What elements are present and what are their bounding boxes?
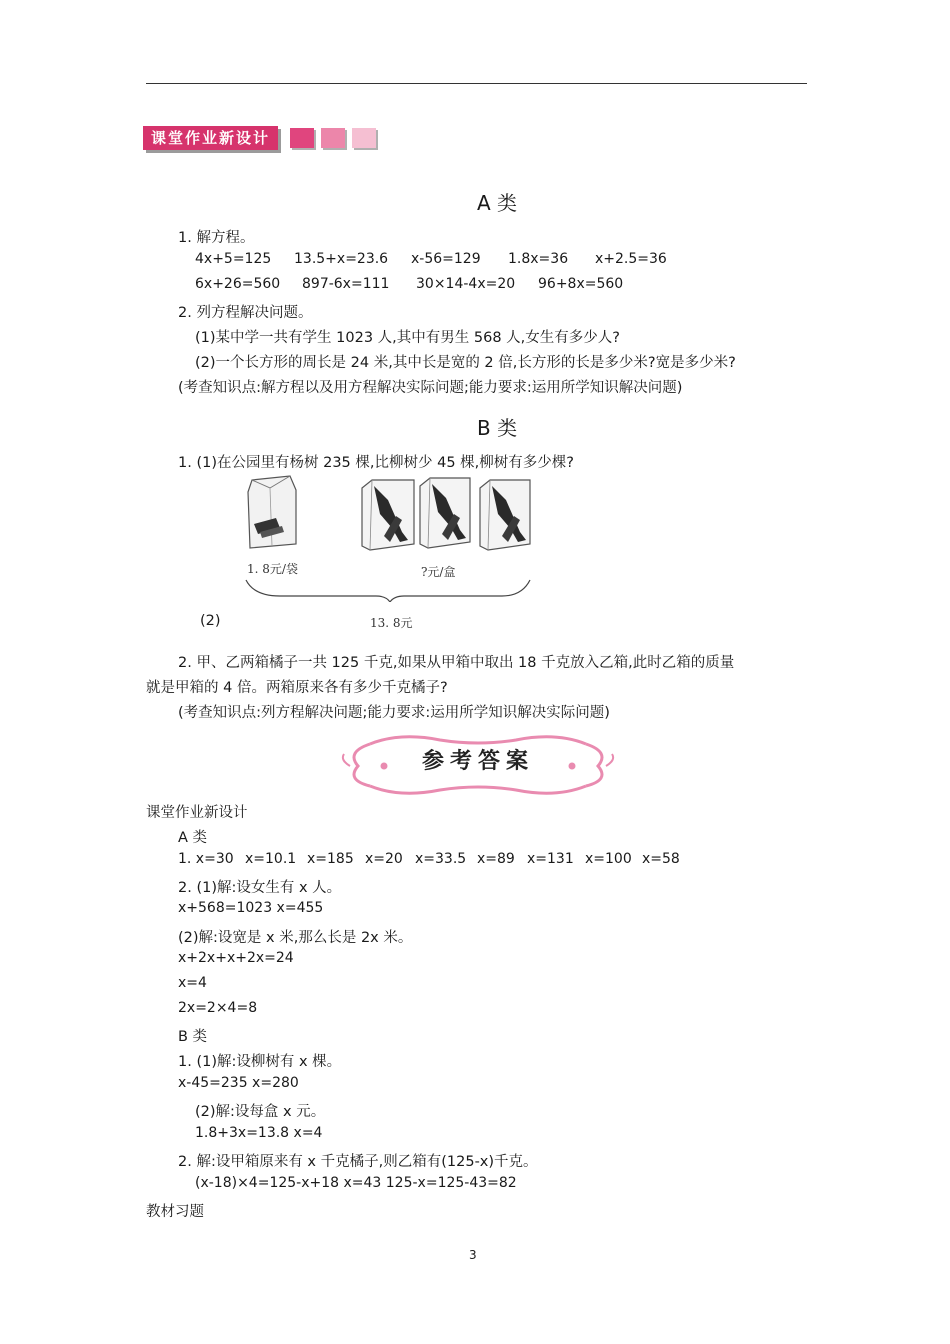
banner-square-3 (352, 128, 376, 148)
equation: x-56=129 (411, 251, 481, 267)
equation: 897-6x=111 (302, 276, 390, 292)
a-note: (考查知识点:解方程以及用方程解决实际问题;能力要求:运用所学知识解决问题) (178, 380, 683, 396)
total-price-label: 13. 8元 (370, 616, 413, 630)
textbook-heading: 教材习题 (146, 1204, 204, 1220)
a-q1-title: 1. 解方程。 (178, 230, 255, 246)
equation: 30×14-4x=20 (416, 276, 516, 292)
bag-price-label: 1. 8元/袋 (247, 562, 298, 576)
b-q2-line1: 2. 甲、乙两箱橘子一共 125 千克,如果从甲箱中取出 18 千克放入乙箱,此时乙箱的质量 (178, 655, 735, 671)
answer-value: x=185 (307, 851, 354, 867)
page-number: 3 (469, 1248, 477, 1262)
answer-value: x=10.1 (245, 851, 297, 867)
answer-value: x=100 (585, 851, 632, 867)
answers-a-q2-2: (2)解:设宽是 x 米,那么长是 2x 米。 (178, 930, 413, 946)
a-q2-title: 2. 列方程解决问题。 (178, 305, 313, 321)
section-b-title: B 类 (477, 416, 518, 440)
answers-a-q2-1-eq: x+568=1023 x=455 (178, 900, 324, 916)
equation: 13.5+x=23.6 (294, 251, 389, 267)
answer-value: x=33.5 (415, 851, 467, 867)
answer-value: x=20 (365, 851, 403, 867)
total-brace (246, 580, 530, 602)
equation: 1.8x=36 (508, 251, 569, 267)
snack-box-icon (420, 478, 470, 548)
answers-a-q2-2-eq2: x=4 (178, 975, 207, 991)
b-q1-1: 1. (1)在公园里有杨树 235 棵,比柳树少 45 棵,柳树有多少棵? (178, 455, 574, 471)
b-q2-line2: 就是甲箱的 4 倍。两箱原来各有多少千克橘子? (146, 680, 448, 696)
answers-b-q1-1-eq: x-45=235 x=280 (178, 1075, 299, 1091)
section-a-title: A 类 (477, 191, 518, 215)
answers-b-label: B 类 (178, 1029, 208, 1045)
section-banner (143, 124, 376, 152)
answer-value: 1. x=30 (178, 851, 234, 867)
equation: 4x+5=125 (195, 251, 272, 267)
banner-title: 课堂作业新设计 (143, 126, 278, 150)
equation: x+2.5=36 (595, 251, 667, 267)
b-q1-2-label: (2) (200, 613, 221, 629)
banner-square-2 (321, 128, 345, 148)
banner-square-1 (290, 128, 314, 148)
answer-value: x=58 (642, 851, 680, 867)
snack-box-icon (480, 480, 530, 550)
snack-bag-icon (248, 476, 296, 548)
answers-b-q1-2-eq: 1.8+3x=13.8 x=4 (195, 1125, 323, 1141)
answer-value: x=89 (477, 851, 515, 867)
top-rule (146, 83, 807, 84)
a-q2-2: (2)一个长方形的周长是 24 米,其中长是宽的 2 倍,长方形的长是多少米?宽是多少米? (195, 355, 736, 371)
a-q2-1: (1)某中学一共有学生 1023 人,其中有男生 568 人,女生有多少人? (195, 330, 620, 346)
snack-box-icon (362, 480, 414, 550)
answers-a-q2-2-eq3: 2x=2×4=8 (178, 1000, 258, 1016)
answers-a-label: A 类 (178, 830, 208, 846)
b-note: (考查知识点:列方程解决问题;能力要求:运用所学知识解决实际问题) (178, 705, 610, 721)
answer-value: x=131 (527, 851, 574, 867)
answers-a-q2-2-eq1: x+2x+x+2x=24 (178, 950, 294, 966)
answers-b-q1-1: 1. (1)解:设柳树有 x 棵。 (178, 1054, 342, 1070)
equation: 96+8x=560 (538, 276, 624, 292)
answers-b-q2: 2. 解:设甲箱原来有 x 千克橘子,则乙箱有(125-x)千克。 (178, 1154, 538, 1170)
price-figure (240, 472, 540, 602)
answers-b-q2-eq: (x-18)×4=125-x+18 x=43 125-x=125-43=82 (195, 1175, 517, 1191)
box-price-label: ?元/盒 (421, 565, 456, 579)
answer-banner-title: 参考答案 (421, 748, 534, 774)
answers-b-q1-2: (2)解:设每盒 x 元。 (195, 1104, 326, 1120)
answer-banner (340, 730, 616, 800)
answers-a-q2-1: 2. (1)解:设女生有 x 人。 (178, 880, 342, 896)
equation: 6x+26=560 (195, 276, 281, 292)
answers-heading: 课堂作业新设计 (146, 805, 248, 821)
